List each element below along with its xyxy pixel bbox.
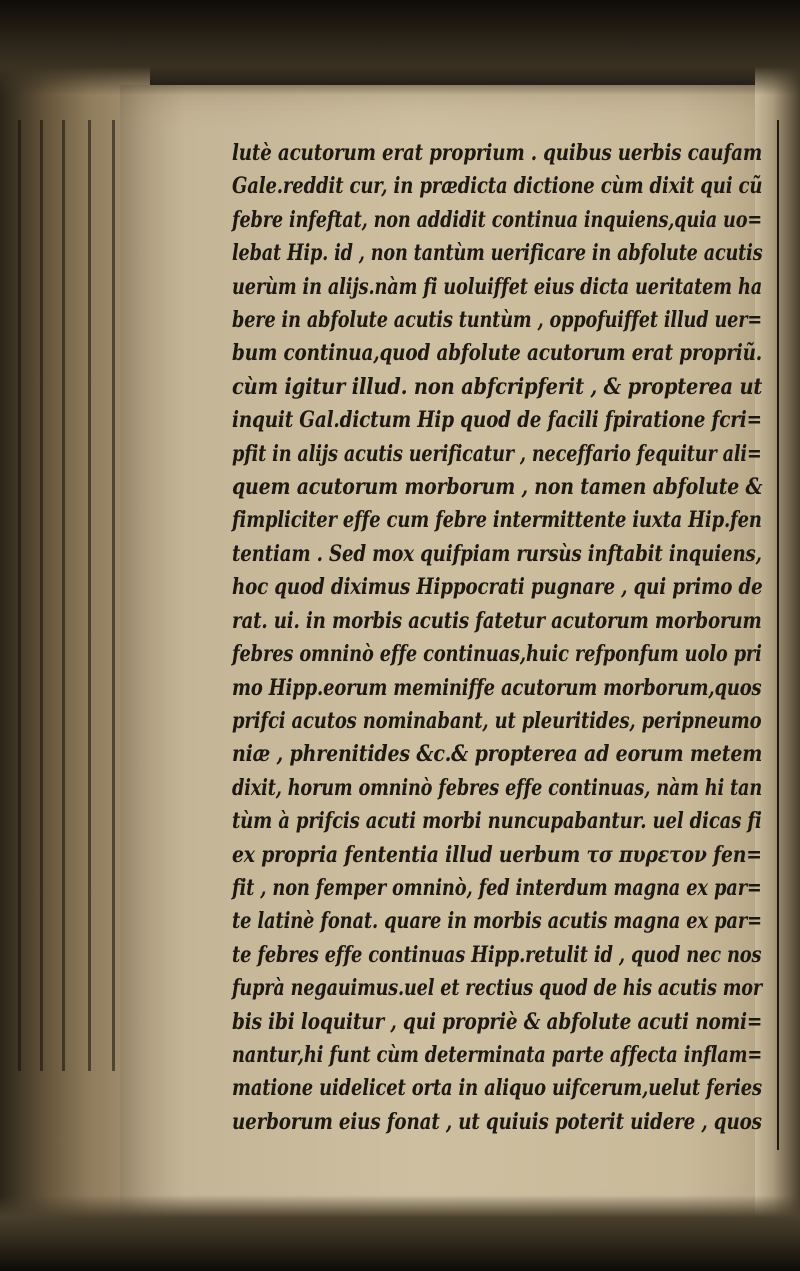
text-line: mo Hipp.eorum meminiffe acutorum morborum,quos xyxy=(232,674,762,701)
text-line: fuprà negauimus.uel et rectius quod de his acutis mor xyxy=(232,975,762,1002)
text-line: febres omninò effe continuas,huic refponfum uolo pri xyxy=(232,641,762,668)
page-border-rule xyxy=(777,120,779,1150)
text-line: matione uidelicet orta in aliquo uifcerum,uelut feries xyxy=(232,1075,762,1102)
text-line: rat. ui. in morbis acutis fatetur acutorum morborum xyxy=(232,607,762,634)
text-line: bum continua,quod abfolute acutorum erat propriũ. xyxy=(232,340,763,367)
text-line: Gale.reddit cur, in prædicta dictione cùm dixit qui cũ xyxy=(232,173,763,200)
text-line: bis ibi loquitur , qui propriè & abfolute acuti nomi= xyxy=(232,1008,763,1035)
text-line: hoc quod diximus Hippocrati pugnare , qui primo de xyxy=(232,574,763,601)
bottom-shadow xyxy=(0,1195,800,1271)
page-edge-line xyxy=(40,120,43,1071)
top-shadow xyxy=(0,0,800,95)
text-line: prifci acutos nominabant, ut pleuritides, peripneumo xyxy=(232,707,762,734)
text-line: febre infeftat, non addidit continua inquiens,quia uo= xyxy=(232,206,763,233)
page-edge-line xyxy=(88,120,91,1071)
text-line: niæ , phrenitides &c.& propterea ad eorum metem xyxy=(232,741,763,768)
text-line: ex propria fententia illud uerbum τσ πυρετον fen= xyxy=(232,841,762,868)
text-line: lutè acutorum erat proprium . quibus uerbis caufam xyxy=(232,140,763,166)
text-line: tùm à prifcis acuti morbi nuncupabantur. uel dicas fi xyxy=(232,808,762,835)
text-line: cùm igitur illud. non abfcripferit , & propterea ut xyxy=(232,373,763,400)
text-line: dixit, horum omninò febres effe continuas, nàm hi tan xyxy=(232,774,763,801)
text-line: quem acutorum morborum , non tamen abfolute & xyxy=(232,474,763,501)
text-line: tentiam . Sed mox quifpiam rursùs inftabit inquiens, xyxy=(232,540,762,567)
text-line: bere in abfolute acutis tuntùm , oppofuiffet illud uer= xyxy=(232,307,763,334)
page-edge-line xyxy=(112,120,115,1071)
text-line: fit , non femper omninò, fed interdum magna ex par= xyxy=(232,874,762,901)
text-line: uerùm in alijs.nàm fi uoluiffet eius dicta ueritatem ha xyxy=(232,273,763,300)
page-edge-line xyxy=(62,120,65,1071)
text-line: te febres effe continuas Hipp.retulit id , quod nec nos xyxy=(232,941,762,968)
text-line: lebat Hip. id , non tantùm uerificare in abfolute acutis xyxy=(232,240,763,267)
page-text-block xyxy=(232,137,762,1139)
page-edge-line xyxy=(18,120,21,1071)
text-line: inquit Gal.dictum Hip quod de facili fpiratione fcri= xyxy=(232,407,762,434)
text-line: uerborum eius fonat , ut quiuis poterit uidere , quos xyxy=(232,1108,762,1135)
text-line: fimpliciter effe cum febre intermittente iuxta Hip.fen xyxy=(232,507,762,534)
text-line: pfit in alijs acutis uerificatur , neceffario fequitur ali= xyxy=(232,440,762,467)
text-line: te latinè fonat. quare in morbis acutis magna ex par= xyxy=(232,908,762,935)
text-line: nantur,hi funt cùm determinata parte affecta inflam= xyxy=(232,1041,763,1068)
